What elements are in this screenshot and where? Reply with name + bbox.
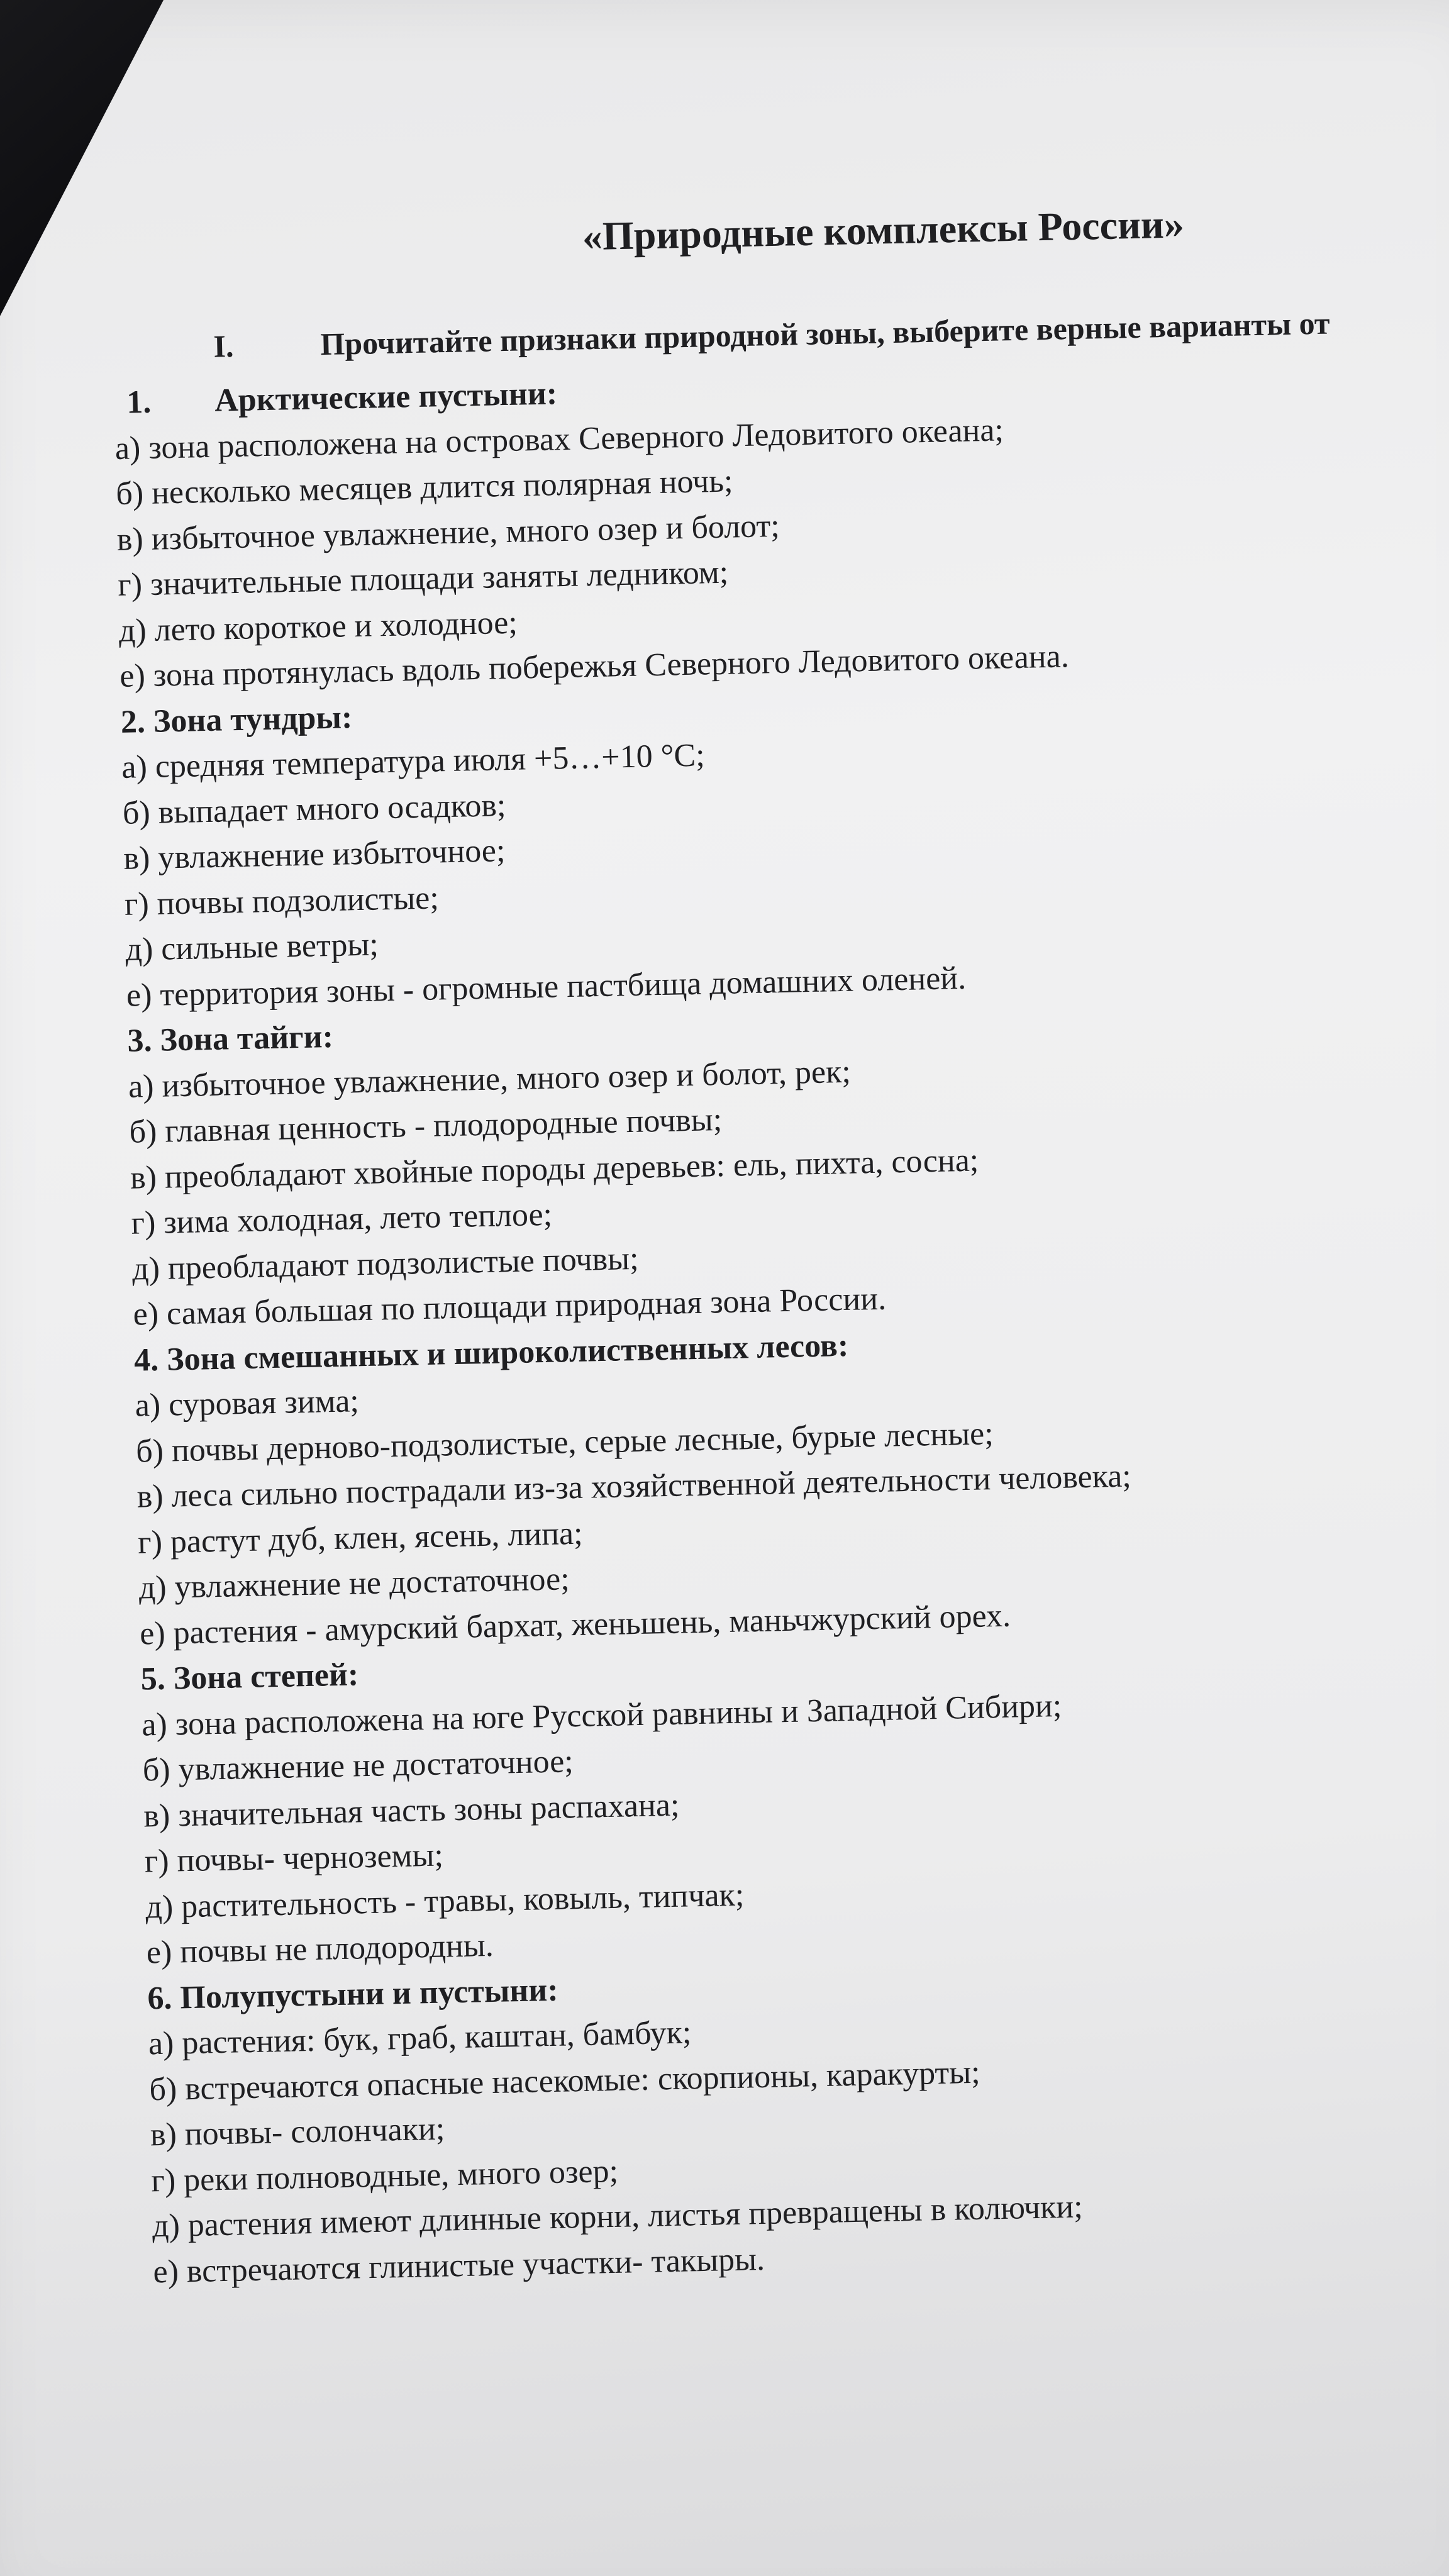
section-number: 3. — [126, 1022, 153, 1059]
answer-option: в) значительная часть зоны распахана; — [143, 1787, 680, 1834]
answer-option: д) увлажнение не достаточное; — [138, 1561, 570, 1606]
answer-option: б) главная ценность - плодородные почвы; — [129, 1101, 723, 1150]
answer-option: а) средняя температура июля +5…+10 °С; — [121, 737, 706, 786]
worksheet-title: «Природные комплексы России» — [582, 201, 1185, 259]
answer-option: б) увлажнение не достаточное; — [142, 1743, 574, 1789]
answer-option: а) зона расположена на юге Русской равнины и Западной Сибири; — [141, 1687, 1062, 1743]
answer-option: е) территория зоны - огромные пастбища домашних оленей. — [126, 960, 967, 1014]
answer-option: д) лето короткое и холодное; — [118, 604, 518, 649]
task-number: I. — [213, 328, 235, 364]
answer-option: е) зона протянулась вдоль побережья Северного Ледовитого океана. — [119, 638, 1070, 694]
section-number: 4. — [133, 1341, 159, 1379]
section-number: 6. — [147, 1980, 173, 2016]
section-number: 2. — [120, 703, 146, 740]
answer-option: а) суровая зима; — [135, 1383, 360, 1424]
answer-option: е) самая большая по площади природная зона России. — [133, 1280, 887, 1333]
answer-option: а) растения: бук, граб, каштан, бамбук; — [148, 2014, 692, 2062]
answer-option: в) увлажнение избыточное; — [123, 833, 506, 877]
answer-option: в) преобладают хвойные породы деревьев: ель, пихта, сосна; — [130, 1141, 979, 1196]
answer-option: а) избыточное увлажнение, много озер и болот, рек; — [128, 1053, 852, 1105]
answer-option: д) сильные ветры; — [125, 926, 379, 968]
answer-option: д) растения имеют длинные корни, листья превращены в колючки; — [152, 2189, 1084, 2245]
answer-option: б) встречаются опасные насекомые: скорпионы, каракурты; — [148, 2054, 981, 2107]
section-number: 5. — [140, 1660, 166, 1697]
answer-option: в) почвы- солончаки; — [150, 2111, 445, 2153]
task-text: Прочитайте признаки природной зоны, выберите верные варианты от — [319, 305, 1331, 362]
answer-option: г) реки полноводные, много озер; — [150, 2153, 619, 2199]
answer-option: г) зима холодная, лето теплое; — [131, 1196, 553, 1241]
answer-option: б) несколько месяцев длится полярная ночь; — [115, 463, 733, 512]
answer-option: д) преобладают подзолистые почвы; — [131, 1240, 640, 1287]
answer-option: е) встречаются глинистые участки- такыры. — [152, 2241, 765, 2290]
section-title: Зона смешанных и широколиственных лесов: — [166, 1327, 849, 1378]
answer-option: е) почвы не плодородны. — [146, 1927, 494, 1971]
answer-option: г) значительные площади заняты ледником; — [117, 554, 729, 603]
answer-option: е) растения - амурский бархат, женьшень, маньчжурский орех. — [139, 1597, 1011, 1652]
answer-option: д) растительность - травы, ковыль, типчак; — [145, 1877, 745, 1925]
task-instruction — [213, 304, 1330, 364]
answer-option: а) зона расположена на островах Северного Ледовитого океана; — [114, 411, 1004, 467]
section-title: Зона тундры: — [153, 699, 353, 740]
section-title: Полупустыни и пустыни: — [179, 1972, 559, 2016]
answer-option: г) почвы- черноземы; — [144, 1837, 444, 1880]
section-title: Зона степей: — [173, 1657, 359, 1697]
answer-option: в) леса сильно пострадали из-за хозяйственной деятельности человека; — [136, 1458, 1132, 1515]
answer-option: в) избыточное увлажнение, много озер и болот; — [116, 508, 780, 558]
answer-option: б) выпадает много осадков; — [122, 787, 506, 831]
answer-option: г) растут дуб, клен, ясень, липа; — [137, 1515, 584, 1561]
zone-sections — [114, 353, 1449, 2295]
section-title: Зона тайги: — [159, 1018, 334, 1058]
section-title: Арктические пустыни: — [214, 375, 558, 419]
section-number: 1. — [126, 384, 152, 421]
answer-option: б) почвы дерново-подзолистые, серые лесные, бурые лесные; — [135, 1415, 994, 1470]
answer-option: г) почвы подзолистые; — [124, 879, 440, 923]
